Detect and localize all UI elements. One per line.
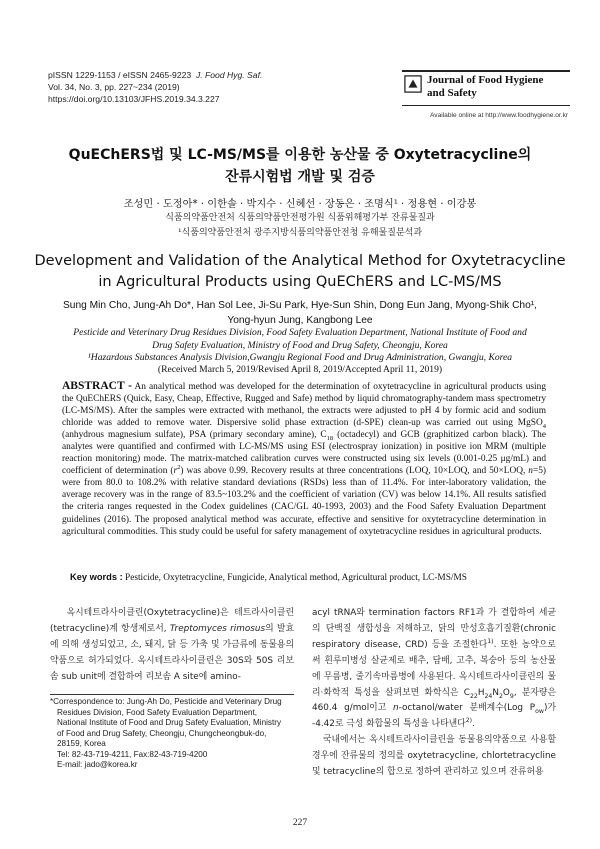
korean-authors: 조성민 · 도정아* · 이한솔 · 박지수 · 신혜선 · 장동은 · 조명식¹ · 정용현 · 이강봉 (123, 199, 477, 210)
footnote-line: of Food and Drug Safety, Cheongju, Chungcheongbuk-do, (57, 728, 267, 738)
keywords-text: Pesticide, Oxytetracycline, Fungicide, Analytical method, Agricultural product, LC-MS/MS (122, 573, 467, 583)
formula-sub: 22 (469, 692, 478, 700)
korean-affiliations (0, 211, 600, 241)
abstract-text-3: (octadecyl) and GCB (graphitized carbon black). The analytes were quantified and confirmed with LC-MS/MS using ESI (electrospray ionization) in positive ion MRM (multiple reaction monitoring) mode. The matrix-matched calibration curves were constructed using six levels (0.001-0.25 μg/mL) and coefficient of determination ( (62, 430, 546, 477)
abstract-text-5: =5) were from 80.0 to 108.2% with relative standard deviations (RSDs) less than of 11.4%. For inter-laboratory validation, the average recovery was in the range of 83.5~103.2% and the coefficient of variation (CV) was below 14.1%. All results satisfied the criteria ranges requested in the Codex guidelines (CAC/GL 40-1993, 2003) and the Food Safety Evaluation Department guidelines (2016). The proposed analytical method was accurate, effective and sensitive for oxytetracycline determination in agricultural commodities. This study could be useful for safety management of oxytetracycline residues in agricultural products. (62, 466, 546, 537)
abstract-sub-1: 4 (542, 423, 546, 430)
journal-branding (402, 70, 570, 126)
volume-text: Vol. 34, No. 3, pp. 227~234 (2019) (48, 82, 180, 92)
keywords (70, 572, 467, 583)
journal-abbrev: J. Food Hyg. Saf. (195, 70, 263, 80)
body-right-text-c: , 분자량은 460.4 g/mol이고 (312, 687, 556, 714)
korean-title (0, 144, 600, 188)
korean-affiliation-1: 식품의약품안전처 식품의약품안전평가원 식품위해평가부 잔류물질과 (165, 213, 435, 223)
english-affiliation-2: Drug Safety Evaluation, Ministry of Food and Drug Safety, Cheongju, Korea (152, 339, 448, 351)
formula-sub: 9 (509, 692, 514, 700)
abstract-label: ABSTRACT - (62, 380, 132, 392)
doi-link[interactable]: https://doi.org/10.13103/JFHS.2019.34.3.227 (48, 94, 220, 104)
body-left-text-a: 옥시테트라사이클린(Oxytetracycline)은 테트라사이클린(tetracycline)계 항생제로서, (50, 608, 294, 634)
body-right-text-b: . 또한 농약으로써 흰루미병성 살균제로 배추, 담배, 고추, 복숭아 등의 농산물에 무름병, 줄기속마름병에 사용된다. 옥시테트라사이클린의 물리·화학적 특성을 살펴보면 화학식은 C (312, 639, 556, 698)
body-right-ow: ow (535, 708, 544, 716)
footnote-line: National Institute of Food and Drug Safety Evaluation, Ministry (57, 718, 282, 728)
journal-name-line2: and Safety (427, 86, 477, 99)
keywords-label: Key words : (70, 572, 123, 582)
english-affiliations (0, 327, 600, 365)
correspondence-footnote (50, 697, 298, 771)
abstract-sup: 2 (177, 464, 181, 472)
abstract-n: n (528, 466, 533, 477)
journal-name-line1: Journal of Food Hygiene (427, 74, 544, 86)
journal-bottom-rule (402, 105, 570, 106)
ref-2: 2) (465, 717, 473, 725)
body-right-paragraph-2: 국내에서는 옥시테트라사이클린을 동물용의약품으로 사용할 경우에 잔류물의 정의를 oxytetracycline, chlortetracycline 및 tetracycline의 합으로 정하여 관리하고 있으며 잔류허용 (312, 735, 556, 778)
formula-sub: 2 (498, 692, 503, 700)
english-title (0, 251, 600, 293)
english-authors-line2: Yong-hyun Jung, Kangbong Lee (227, 314, 373, 326)
journal-online-url[interactable]: Available online at http://www.foodhygiene.or.kr (430, 112, 569, 119)
body-column-left (50, 606, 294, 686)
footnote-line: Residues Division, Food Safety Evaluation Department, (57, 707, 258, 717)
body-right-text-a: acyl tRNA와 termination factors RF1과 가 결합하여 세균의 단백질 생합성을 저해하고, 닭의 만성호흡기질환(chronic respiratory disease, CRD) 등을 조절한다 (312, 608, 556, 650)
footnote-email[interactable]: E-mail: jado@korea.kr (57, 760, 138, 770)
english-title-line2: in Agricultural Products using QuEChERS and LC-MS/MS (98, 274, 502, 290)
english-title-line1: Development and Validation of the Analytical Method for Oxytetracycline (34, 253, 566, 269)
korean-title-line1: QuEChERS법 및 LC-MS/MS를 이용한 농산물 중 Oxytetracycline의 (68, 147, 532, 163)
abstract-sub-2: 18 (326, 435, 334, 443)
body-column-right (312, 606, 556, 781)
abstract-text-2: (anhydrous magnesium sulfate), PSA (primary secondary amine), C (62, 430, 327, 441)
body-left-species: Treptomyces rimosus (169, 623, 266, 634)
body-right-text-e: )가 -4.42로 극성 화합물의 특성을 나타낸다 (312, 703, 556, 730)
english-authors (0, 299, 600, 328)
body-left-text-b: 의 발효에 의해 생성되었고, 소, 돼지, 닭 등 가축 및 가금류에 동물용의약품으로 허가되었다. 옥시테트라사이클린은 30S와 50S 리보솜 sub unit에 결합하여 리보솜 A site에 amino- (50, 623, 294, 682)
korean-title-line2: 잔류시험법 개발 및 검증 (225, 169, 375, 185)
footnote-line: 28159, Korea (57, 739, 106, 749)
body-right-n: n (393, 703, 399, 714)
issn-text: pISSN 1229-1153 / eISSN 2465-9223 (48, 70, 192, 80)
ref-1: 1) (487, 637, 494, 645)
footnote-line: Tel: 82-43-719-4211, Fax:82-43-719-4200 (57, 749, 208, 759)
formula-o: O (502, 687, 510, 698)
page-number: 227 (292, 818, 308, 828)
body-right-text-f: . (472, 719, 475, 730)
abstract-r: r (173, 466, 178, 477)
journal-logo-icon (404, 75, 422, 93)
formula-n: N (492, 687, 499, 698)
abstract-text-4: ) was above 0.99. Recovery results at three concentrations (LOQ, 10×LOQ, and 50×LOQ, (180, 466, 529, 477)
english-affiliation-1: Pesticide and Veterinary Drug Residues Division, Food Safety Evaluation Department, National Institute of Food and (73, 327, 527, 338)
footnote-rule (50, 694, 294, 695)
korean-affiliation-2: ¹식품의약품안전처 광주지방식품의약품안전청 유해물질분석과 (177, 228, 423, 238)
abstract-text-1: An analytical method was developed for the determination of oxytetracycline in agricultural products using the QuEChERS (Quick, Easy, Cheap, Effective, Rugged and Safe) method by liquid chromatography-tandem mass spectrometry (LC-MS/MS). After the samples were extracted with methanol, the extracts were adjusted to pH 4 by formic acid and sodium chloride was added to remove water. Dispersive solid phase extraction (d-SPE) clean-up was carried out using MgSO (62, 382, 546, 429)
journal-name (427, 74, 543, 99)
journal-citation-header (48, 69, 262, 105)
body-right-text-d: -octanol/water 분배계수(Log P (398, 703, 536, 714)
english-authors-line1: Sung Min Cho, Jung-Ah Do*, Han Sol Lee, Ji-Su Park, Hye-Sun Shin, Dong Eun Jang, Myong-Shik Cho¹, (63, 300, 537, 311)
abstract (62, 380, 546, 538)
journal-top-rule (402, 70, 570, 72)
footnote-line: *Correspondence to: Jung-Ah Do, Pesticide and Veterinary Drug (50, 697, 282, 706)
formula-sub: 24 (484, 692, 493, 700)
english-affiliation-3: ¹Hazardous Substances Analysis Division,Gwangju Regional Food and Drug Administration, Gwangju, Korea (87, 352, 513, 363)
received-dates: (Received March 5, 2019/Revised April 8, 2019/Accepted April 11, 2019) (157, 364, 443, 375)
formula-h: H (477, 687, 485, 698)
